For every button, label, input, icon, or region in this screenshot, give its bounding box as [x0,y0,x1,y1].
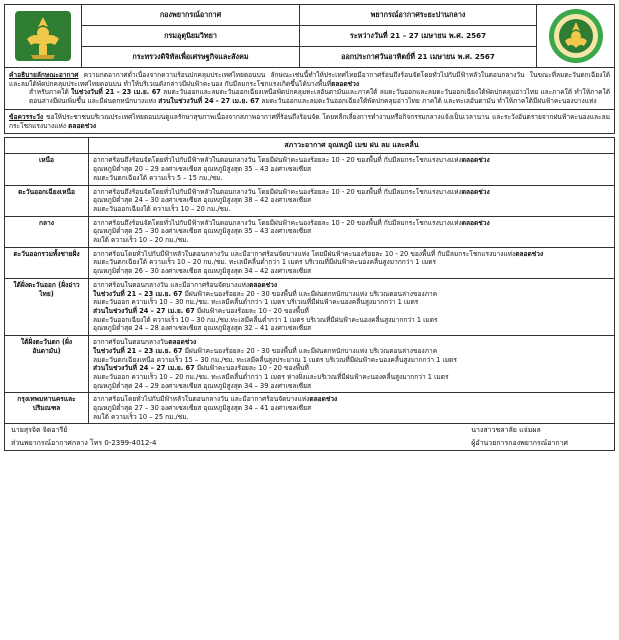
document-header [4,4,615,68]
region-name: เหนือ [5,154,89,185]
forecast-line [93,324,610,333]
forecast-title: พยากรณ์อากาศระยะปานกลาง [300,5,536,26]
warning-block [4,110,615,134]
forecast-line [93,382,610,391]
forecast-line [93,227,610,236]
forecast-line [93,188,610,197]
table-row [5,247,615,278]
forecast-emphasis: ตลอดช่วง [461,218,490,227]
tmd-left-logo [5,5,81,67]
forecast-text: ลมตะวันตกเฉียงเหนือ ความเร็ว 15 – 30 กม./ชม. ทะเลมีคลื่นสูงประมาณ 1 เมตร บริเวณที่มีฝนฟ้าคะนองคลื่นสูงมากกว่า 1 เมตร [93,355,457,364]
weather-description [4,68,615,110]
description-text: ความกดอากาศต่ำเนื่องจากความร้อนปกคลุมประเทศไทยตอนบน ลักษณะเช่นนี้ทำให้ประเทศไทยมีอากาศร้อนถึงร้อนจัดโดยทั่วไปกับมีฟ้าหลัวในตอนกลางวัน ในขณะที่ลมตะวันตกเฉียงใต้และลมใต้พัดปกคลุมประเทศไทยตอนบน ทำให้บริเวณดังกล่าวมีฝนฟ้าคะนอง กับมีลมกระโชกแรงเกิดขึ้นได้บางพื้นที่ [9,71,610,88]
forecast-line [93,364,610,373]
description-label: คำอธิบายลักษณะอากาศ [9,71,79,79]
forecast-emphasis: ตลอดช่วง [309,395,338,404]
south-period-1: ในช่วงวันที่ 21 - 23 เม.ย. 67 [71,88,161,97]
forecast-text: อุณหภูมิต่ำสุด 24 – 29 องศาเซลเซียส อุณหภูมิสูงสุด 34 – 39 องศาเซลเซียส [93,381,312,390]
region-forecast [89,278,615,335]
region-name: ตะวันออกเฉียงเหนือ [5,185,89,216]
table-row [5,185,615,216]
header-organization [81,5,300,67]
forecast-line [93,205,610,214]
region-name: กลาง [5,216,89,247]
table-row [5,216,615,247]
region-forecast [89,247,615,278]
forecast-text: ลมตะวันตกเฉียงใต้ ความเร็ว 10 – 20 กม./ชม. ทะเลมีคลื่นต่ำกว่า 1 เมตร บริเวณที่มีฝนฟ้าคะนองคลื่นสูงมากกว่า 1 เมตร [93,258,437,267]
director-name: นางสาวชลาลัย แจ่มผล [471,426,541,435]
region-forecast [89,185,615,216]
forecast-text: ลมตะวันออกเฉียงใต้ ความเร็ว 10 – 30 กม./ชม.ทะเลมีคลื่นต่ำกว่า 1 เมตร บริเวณที่มีฝนฟ้าคะนองคลื่นสูงมากกว่า 1 เมตร [93,315,438,324]
table-row [5,278,615,335]
table-heading: สภาวะอากาศ อุณหภูมิ เมฆ ฝน ลม และคลื่น [89,138,615,154]
forecast-rows [5,154,615,424]
forecast-period-label: ส่วนในช่วงวันที่ 24 – 27 เม.ย. 67 [93,364,195,373]
forecast-line [93,236,610,245]
forecast-text: ลมตะวันออกเฉียงใต้ ความเร็ว 10 – 20 กม./ชม. [93,204,231,213]
forecast-period-text: มีฝนฟ้าคะนองร้อยละ 10 - 20 ของพื้นที่ [194,307,309,315]
forecast-period-label: ในช่วงวันที่ 21 – 23 เม.ย. 67 [93,289,183,298]
region-forecast [89,216,615,247]
forecast-line [93,307,610,316]
forecast-period-label: ส่วนในช่วงวันที่ 24 – 27 เม.ย. 67 [93,307,195,315]
forecast-line [93,404,610,413]
description-period: ตลอดช่วง [331,79,360,88]
forecast-text: อุณหภูมิต่ำสุด 27 – 30 องศาเซลเซียส อุณหภูมิสูงสุด 34 – 41 องศาเซลเซียส [93,404,312,413]
forecast-period: ระหว่างวันที่ 21 – 27 เมษายน พ.ศ. 2567 [300,26,536,47]
south-intro: สำหรับภาคใต้ [29,88,72,97]
org-department: กรมอุตุนิยมวิทยา [81,26,300,47]
forecast-line [93,395,610,404]
meteorology-seal-icon [545,7,607,65]
warning-text: ขอให้ประชาชนบริเวณประเทศไทยตอนบนดูแลรักษาสุขภาพเนื่องจากสภาพอากาศที่ร้อนถึงร้อนจัด โดยหลีกเลี่ยงการทำงานหรือกิจกรรมกลางแจ้งเป็นเวลานาน และระวังอันตรายจากฝนฟ้าคะนองและลมกระโชกแรงบางแห่ง [9,112,610,130]
forecaster-name: นายสุรจิต จิตอารีย์ [11,426,68,435]
forecast-period-label: ในช่วงวันที่ 21 – 23 เม.ย. 67 [93,346,183,355]
forecast-line [93,196,610,205]
region-name: ใต้ฝั่งตะวันตก (ฝั่งอันดามัน) [5,336,89,393]
table-row [5,393,615,424]
region-name: ตะวันออกรวมทั้งชายฝั่ง [5,247,89,278]
forecast-line [93,347,610,356]
forecast-line [93,290,610,299]
forecast-text: ลมใต้ ความเร็ว 10 – 20 กม./ชม. [93,236,189,245]
region-name: กรุงเทพมหานครและปริมณฑล [5,393,89,424]
region-forecast [89,154,615,185]
forecast-text: ลมใต้ ความเร็ว 10 – 25 กม./ชม. [93,412,189,421]
table-corner [5,138,89,154]
forecast-emphasis: ตลอดช่วง [461,187,490,196]
forecast-emphasis: ตลอดช่วง [515,249,544,258]
south-text-1: ลมตะวันออกและลมตะวันออกเฉียงเหนือพัดปกคลุมทะเลอันดามันและภาคใต้ ลมตะวันออกและลมตะวันออกเฉียงใต้พัดปกคลุมอ่าวไทย และภาคใต้ ทำให้ภาคใต้ตอนล่างมีฝนเพิ่มขึ้น และมีฝนตกหนักบางแห่ง [29,88,610,106]
forecast-line [93,281,610,290]
forecast-text: ลมตะวันตกเฉียงใต้ ความเร็ว 5 – 15 กม./ชม. [93,173,223,182]
forecaster-office: ส่วนพยากรณ์อากาศกลาง โทร 0-2399-4012-4 [11,438,157,447]
forecast-text: อากาศร้อนถึงร้อนจัดโดยทั่วไปกับมีฟ้าหลัวในตอนกลางวัน โดยมีฝนฟ้าคะนองร้อยละ 10 - 20 ของพื้นที่ กับมีลมกระโชกแรงบางแห่ง [93,156,462,165]
region-name: ใต้ฝั่งตะวันออก (ฝั่งอ่าวไทย) [5,278,89,335]
south-period-2: ส่วนในช่วงวันที่ 24 - 27 เม.ย. 67 [158,97,260,106]
forecast-emphasis: ตลอดช่วง [461,156,490,165]
forecast-text: อากาศร้อนถึงร้อนจัดโดยทั่วไปกับมีฟ้าหลัวในตอนกลางวัน โดยมีฝนฟ้าคะนองร้อยละ 10 - 20 ของพื้นที่ กับมีลมกระโชกแรงบางแห่ง [93,187,462,196]
forecast-period-text: มีฝนฟ้าคะนองร้อยละ 20 - 30 ของพื้นที่ และมีฝนตกหนักบางแห่ง บริเวณตอนล่างของภาค [182,289,438,298]
south-text-2: ลมตะวันออกและลมตะวันออกเฉียงใต้พัดปกคลุมอ่าวไทย ภาคใต้ และทะเลอันดามัน ทำให้ภาคใต้มีฝนฟ้าคะนองบางแห่ง [259,97,597,106]
forecast-text: อากาศร้อนในตอนกลางวัน [93,338,169,347]
warning-period: ตลอดช่วง [68,121,97,130]
org-ministry: กระทรวงดิจิทัลเพื่อเศรษฐกิจและสังคม [81,47,300,67]
forecast-text: อากาศร้อนโดยทั่วไปกับมีฟ้าหลัวในตอนกลางวัน และมีอากาศร้อนจัดบางแห่ง [93,395,310,404]
forecast-line [93,413,610,422]
forecast-emphasis: ตลอดช่วง [168,338,197,347]
forecast-emphasis: ตลอดช่วง [249,280,278,289]
forecast-text: อุณหภูมิต่ำสุด 20 – 29 องศาเซลเซียส อุณหภูมิสูงสุด 35 – 43 องศาเซลเซียส [93,165,312,174]
forecast-period-text: มีฝนฟ้าคะนองร้อยละ 20 - 30 ของพื้นที่ และมีฝนตกหนักบางแห่ง บริเวณตอนล่างของภาค [182,346,438,355]
forecast-line [93,165,610,174]
forecast-document [4,4,615,451]
forecast-line [93,298,610,307]
forecast-text: อากาศร้อนถึงร้อนจัดโดยทั่วไปกับมีฟ้าหลัวในตอนกลางวัน โดยมีฝนฟ้าคะนองร้อยละ 10 - 20 ของพื้นที่ กับมีลมกระโชกแรงบางแห่ง [93,218,462,227]
region-forecast [89,336,615,393]
forecast-line [93,174,610,183]
garuda-emblem-icon [13,9,73,63]
forecast-line [93,258,610,267]
forecast-text: อุณหภูมิต่ำสุด 26 – 30 องศาเซลเซียส อุณหภูมิสูงสุด 34 – 42 องศาเซลเซียส [93,267,312,276]
table-row [5,336,615,393]
forecast-line [93,373,610,382]
forecast-line [93,356,610,365]
forecast-line [93,267,610,276]
forecast-line [93,338,610,347]
signature-footer [4,424,615,450]
forecast-text: ลมตะวันออก ความเร็ว 10 – 20 กม./ชม. ทะเลมีคลื่นต่ำกว่า 1 เมตร ห่างฝั่งและบริเวณที่มีฝนฟ้าคะนองคลื่นสูงมากกว่า 1 เมตร [93,372,449,381]
header-title-block [300,5,536,67]
org-division: กองพยากรณ์อากาศ [81,5,300,26]
forecast-line [93,156,610,165]
forecast-period-text: มีฝนฟ้าคะนองร้อยละ 10 - 20 ของพื้นที่ [194,364,309,373]
forecast-text: อุณหภูมิต่ำสุด 24 – 30 องศาเซลเซียส อุณหภูมิสูงสุด 38 – 42 องศาเซลเซียส [93,196,312,205]
tmd-right-logo [536,5,614,67]
warning-label: ข้อควรระวัง [9,112,44,121]
table-row [5,154,615,185]
director-title: ผู้อำนวยการกองพยากรณ์อากาศ [471,438,568,447]
forecast-text: อุณหภูมิต่ำสุด 25 – 30 องศาเซลเซียส อุณหภูมิสูงสุด 35 – 43 องศาเซลเซียส [93,227,312,236]
forecast-text: อากาศร้อนในตอนกลางวัน และมีอากาศร้อนจัดบางแห่ง [93,280,250,289]
region-forecast [89,393,615,424]
forecast-text: ลมตะวันออก ความเร็ว 10 – 30 กม./ชม. ทะเลมีคลื่นต่ำกว่า 1 เมตร บริเวณที่มีฝนฟ้าคะนองคลื่นสูงมากกว่า 1 เมตร [93,298,419,307]
forecast-table [4,137,615,424]
forecast-text: อากาศร้อนโดยทั่วไปกับมีฟ้าหลัวในตอนกลางวัน และมีอากาศร้อนจัดบางแห่ง โดยมีฝนฟ้าคะนองร้อยละ 10 - 20 ของพื้นที่ กับมีลมกระโชกแรงบางแห่ง [93,249,516,258]
forecast-text: อุณหภูมิต่ำสุด 24 – 28 องศาเซลเซียส อุณหภูมิสูงสุด 32 – 41 องศาเซลเซียส [93,324,312,333]
issued-date: ออกประกาศวันอาทิตย์ที่ 21 เมษายน พ.ศ. 2567 [341,52,495,62]
